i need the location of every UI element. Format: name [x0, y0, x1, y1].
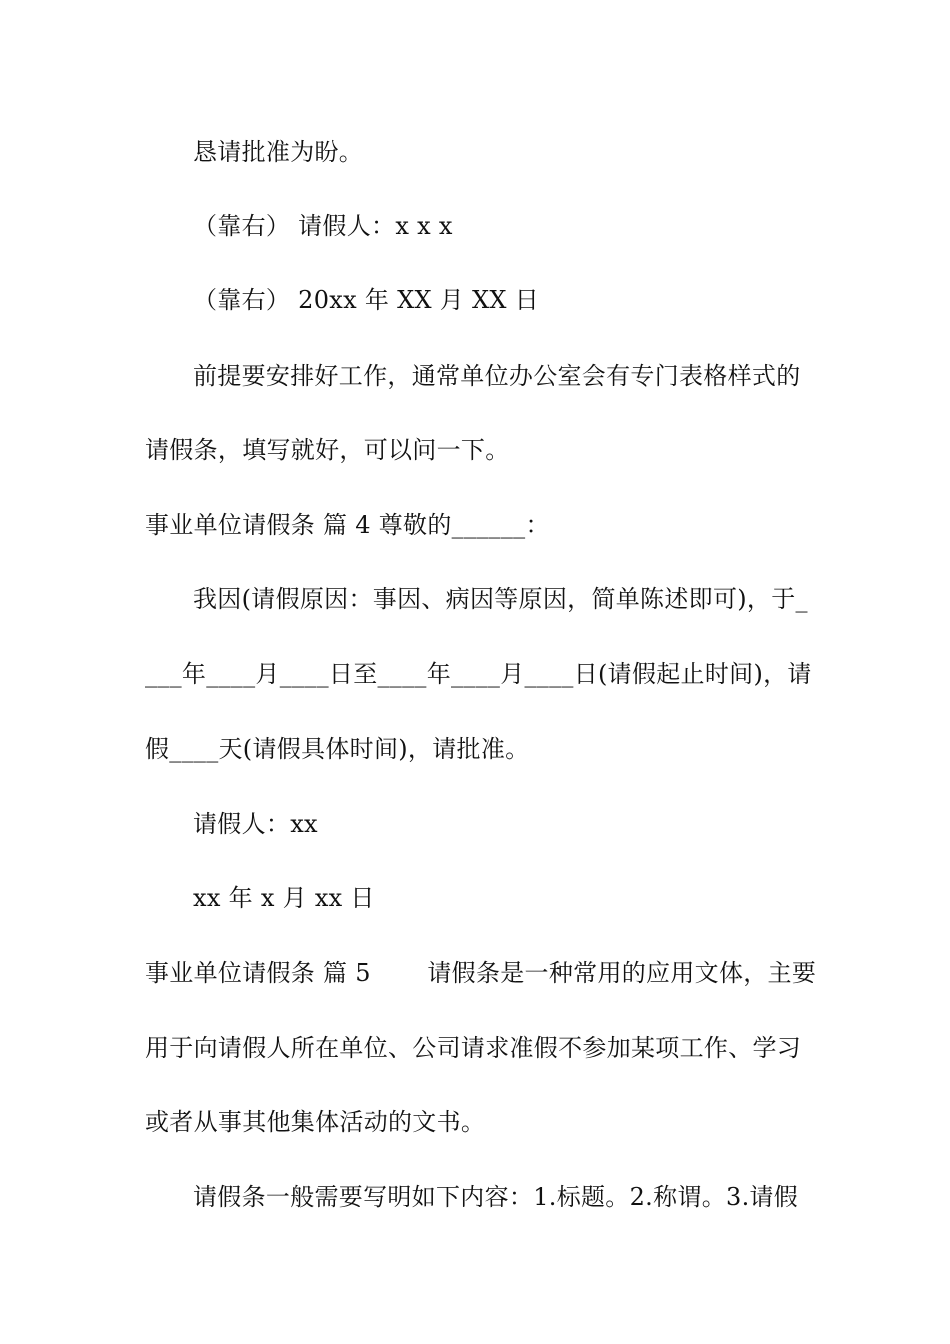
signature-line: 请假人：xx — [193, 810, 318, 838]
section-heading: 事业单位请假条 篇 4 尊敬的______： — [145, 511, 550, 539]
paragraph-line: 或者从事其他集体活动的文书。 — [145, 1108, 486, 1136]
date-line: xx 年 x 月 xx 日 — [193, 884, 375, 912]
paragraph-line: 请假条，填写就好，可以问一下。 — [145, 436, 510, 464]
paragraph-line: 恳请批准为盼。 — [193, 138, 364, 166]
paragraph-line: （靠右） 20xx 年 XX 月 XX 日 — [193, 286, 540, 314]
paragraph-line: 前提要安排好工作，通常单位办公室会有专门表格样式的 — [193, 362, 801, 390]
paragraph-line: 请假条一般需要写明如下内容：1.标题。2.称谓。3.请假 — [193, 1183, 799, 1211]
paragraph-line: 用于向请假人所在单位、公司请求准假不参加某项工作、学习 — [145, 1034, 802, 1062]
paragraph-line: ___年____月____日至____年____月____日(请假起止时间)，请 — [145, 660, 812, 688]
paragraph-line: （靠右） 请假人：x x x — [193, 212, 453, 240]
paragraph-line: 我因(请假原因：事因、病因等原因，简单陈述即可)，于_ — [193, 585, 808, 613]
paragraph-line: 假____天(请假具体时间)，请批准。 — [145, 735, 530, 763]
section-heading: 事业单位请假条 篇 5 请假条是一种常用的应用文体，主要 — [145, 959, 817, 987]
